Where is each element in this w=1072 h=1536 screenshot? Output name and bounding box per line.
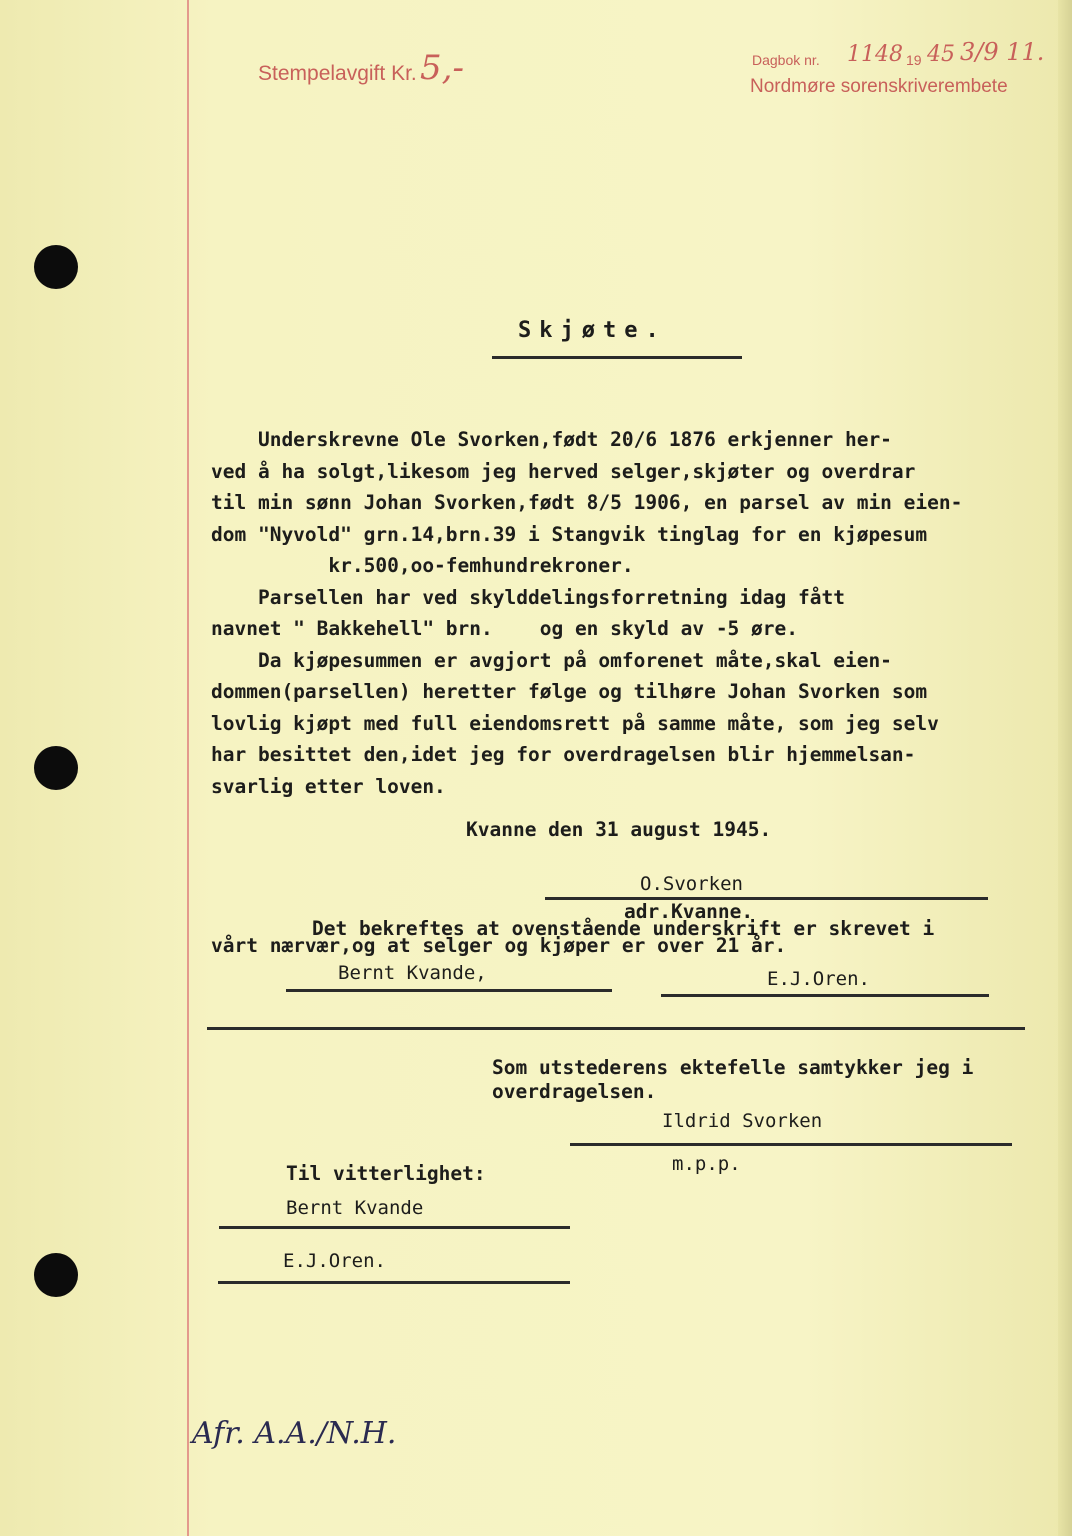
punch-hole xyxy=(34,1253,78,1297)
deed-body-line: kr.500,oo-femhundrekroner. xyxy=(211,554,634,577)
deed-body-line: ved å ha solgt,likesom jeg herved selger,skjøter og overdrar xyxy=(211,459,916,483)
witness-name: Bernt Kvande, xyxy=(338,962,487,984)
deed-body-line: har besittet den,idet jeg for overdragelsen blir hjemmelsan- xyxy=(211,743,916,766)
journal-year: 45 xyxy=(927,42,955,67)
stamp-fee-label: Stempelavgift Kr. xyxy=(258,62,417,85)
margin-line xyxy=(187,0,189,1536)
place-date: Kvanne den 31 august 1945. xyxy=(466,818,772,841)
deed-body xyxy=(211,424,1041,802)
spouse-mpp: m.p.p. xyxy=(672,1153,741,1175)
spouse-consent: overdragelsen. xyxy=(492,1080,657,1103)
vitterlighet-label: Til vitterlighet: xyxy=(286,1162,486,1185)
office-stamp: Nordmøre sorenskriverembete xyxy=(750,76,1008,97)
seller-address: adr.Kvanne. xyxy=(624,900,754,923)
spouse-consent: Som utstederens ektefelle samtykker jeg i xyxy=(492,1056,974,1079)
deed-body-line: svarlig etter loven. xyxy=(211,774,446,798)
handwritten-note: Afr. A.A./N.H. xyxy=(192,1416,397,1451)
signature-line xyxy=(545,897,988,900)
witness-line xyxy=(286,989,612,992)
stamp-fee-amount: 5,- xyxy=(420,48,464,88)
seller-signature: O.Svorken xyxy=(640,873,743,895)
deed-body-line: Da kjøpesummen er avgjort på omforenet måte,skal eien- xyxy=(211,648,892,672)
title-underline xyxy=(492,356,742,359)
deed-body-line: dommen(parsellen) heretter følge og tilhøre Johan Svorken som xyxy=(211,680,928,703)
vitterlighet-witness: Bernt Kvande xyxy=(286,1197,424,1219)
deed-body-line: til min sønn Johan Svorken,født 8/5 1906, en parsel av min eien- xyxy=(211,491,963,514)
deed-body-line: Underskrevne Ole Svorken,født 20/6 1876 erkjenner her- xyxy=(211,428,892,451)
deed-body-line: navnet " Bakkehell" brn. og en skyld av -5 øre. xyxy=(211,617,798,640)
witness-name: E.J.Oren. xyxy=(767,968,870,990)
witness-line xyxy=(661,994,989,997)
witness-line xyxy=(219,1226,570,1229)
page-edge xyxy=(1058,0,1072,1536)
signature-line xyxy=(570,1143,1012,1146)
attestation-line: vårt nærvær,og at selger og kjøper er over 21 år. xyxy=(211,934,787,957)
journal-number: 1148 xyxy=(847,42,903,67)
journal-date: 3/9 11. xyxy=(960,38,1045,66)
witness-line xyxy=(218,1281,570,1284)
section-separator xyxy=(207,1027,1025,1030)
spouse-signature: Ildrid Svorken xyxy=(662,1110,823,1132)
document-title: Skjøte. xyxy=(518,318,667,343)
deed-body-line: Parsellen har ved skylddelingsforretning idag fått xyxy=(211,585,845,609)
punch-hole xyxy=(34,245,78,289)
attestation-line: Det bekreftes at ovenstående underskrift er skrevet i xyxy=(312,917,935,940)
deed-body-line: lovlig kjøpt med full eiendomsrett på samme måte, som jeg selv xyxy=(211,711,939,735)
punch-hole xyxy=(34,746,78,790)
deed-body-line: dom "Nyvold" grn.14,brn.39 i Stangvik tinglag for en kjøpesum xyxy=(211,522,928,546)
vitterlighet-witness: E.J.Oren. xyxy=(283,1250,386,1272)
journal-label: Dagbok nr. xyxy=(752,52,820,68)
journal-year-prefix: 19 xyxy=(906,52,922,68)
